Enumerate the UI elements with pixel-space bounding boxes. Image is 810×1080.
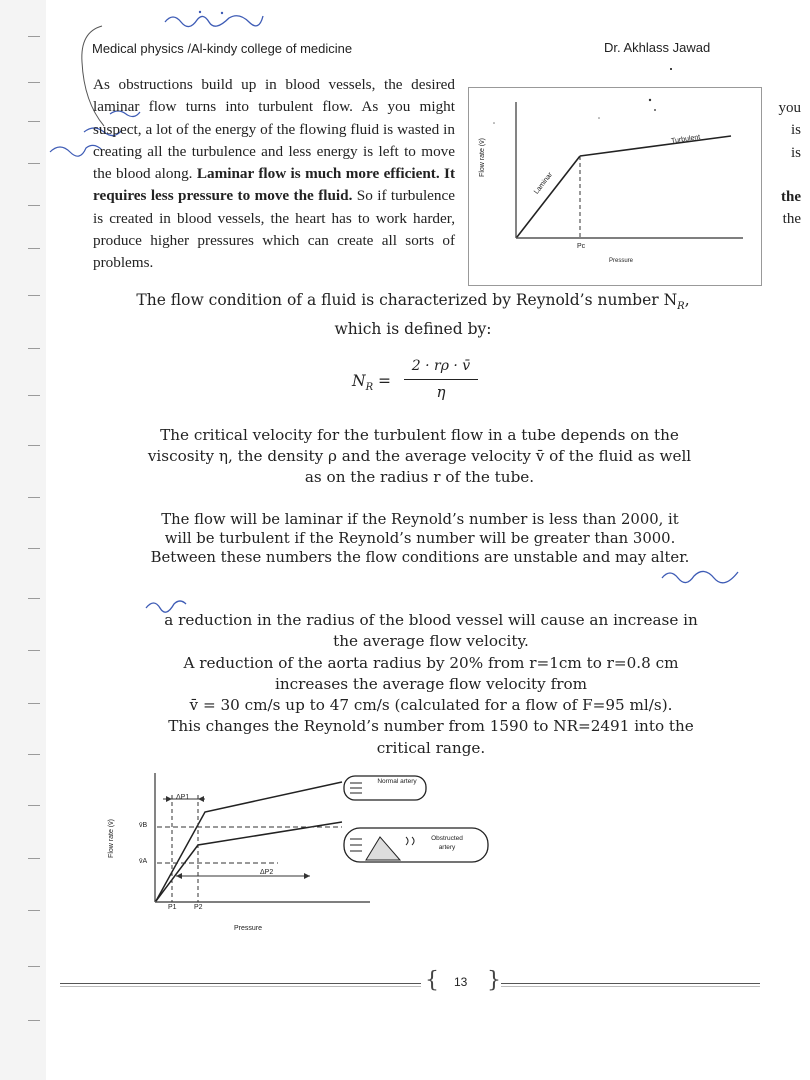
- laminar-turbulent-graph: [468, 87, 762, 286]
- formula-denominator: η: [436, 383, 446, 401]
- speck: [670, 68, 672, 70]
- graph2-vb: v̄B: [139, 822, 148, 829]
- reynolds-comma: ,: [684, 291, 690, 309]
- margin-word: the: [782, 211, 801, 228]
- reduction-line5: v̄ = 30 cm/s up to 47 cm/s (calculated for a flow of F=95 ml/s).: [189, 696, 673, 715]
- intro-text: As obstructions build up in blood vessels, the desired laminar flow turns into turbulent flow. As you might suspect, a lot of the energy of the flowing fluid is wasted in creating all the turbulence and less energy is left to move the blood along.: [93, 76, 455, 183]
- footer-rule: [60, 983, 760, 984]
- graph2-dp2: ΔP2: [260, 869, 274, 876]
- margin-tick: [28, 703, 40, 704]
- cv-line2: viscosity η, the density ρ and the average velocity v̄ of the fluid as well: [147, 447, 692, 465]
- graph2-xlabel: Pressure: [234, 925, 263, 932]
- margin-tick: [28, 395, 40, 396]
- reynolds-formula: $N_R$ = 2 · rρ · v̄ η: [352, 358, 502, 408]
- threshold-line1: The flow will be laminar if the Reynold’s number is less than 2000, it: [161, 511, 679, 528]
- cv-line3: as on the radius r of the tube.: [304, 468, 535, 486]
- graph2-dp1: ΔP1: [176, 794, 190, 801]
- critical-velocity-paragraph: [98, 425, 741, 488]
- handwritten-annotation-icon: [160, 4, 270, 32]
- margin-word: you: [778, 100, 801, 116]
- graph2-va: v̄A: [139, 858, 148, 865]
- graph2-svg: [107, 765, 510, 945]
- cv-line1: The critical velocity for the turbulent flow in a tube depends on the: [160, 426, 679, 444]
- turbulent-line: [580, 133, 731, 156]
- graph1-critical-label: Pc: [577, 243, 586, 250]
- margin-tick: [28, 754, 40, 755]
- margin-tick: [28, 121, 40, 122]
- margin-tick: [28, 82, 40, 83]
- margin-tick: [28, 248, 40, 249]
- margin-tick: [28, 1020, 40, 1021]
- margin-word: the: [781, 188, 801, 205]
- margin-tick: [28, 598, 40, 599]
- margin-tick: [28, 295, 40, 296]
- formula-lhs: N: [352, 372, 366, 390]
- margin-tick: [28, 348, 40, 349]
- graph1-turbulent-label: Turbulent: [670, 133, 701, 146]
- graph2-normal-label: Normal artery: [377, 778, 417, 785]
- graph1-ylabel: Flow rate (v̄): [478, 138, 486, 177]
- graph2-p2: P2: [194, 904, 203, 911]
- reduction-line6: This changes the Reynold’s number from 1590 to NR=2491 into the: [168, 717, 694, 736]
- laminar-line: [517, 156, 580, 237]
- margin-tick: [28, 497, 40, 498]
- margin-tick: [28, 910, 40, 911]
- reduction-line4: increases the average flow velocity from: [275, 674, 587, 693]
- reduction-line2: the average flow velocity.: [333, 632, 529, 651]
- intro-bold: Laminar flow is much more efficient. It requires less pressure to move the fluid.: [93, 165, 455, 205]
- margin-tick: [28, 36, 40, 37]
- margin-tick: [28, 966, 40, 967]
- normal-vs-obstructed-graph: [107, 765, 510, 945]
- margin-word: is: [790, 122, 801, 139]
- graph1-laminar-label: Laminar: [533, 171, 555, 196]
- reduction-line3: A reduction of the aorta radius by 20% from r=1cm to r=0.8 cm: [183, 653, 679, 672]
- margin-tick: [28, 205, 40, 206]
- reduction-line1: a reduction in the radius of the blood vessel will cause an increase in: [164, 611, 698, 629]
- reynolds-sub: R: [677, 301, 685, 313]
- header-course: Medical physics /Al-kindy college of medicine: [92, 41, 353, 56]
- margin-tick: [28, 445, 40, 446]
- reynolds-line2: which is defined by:: [334, 320, 492, 339]
- header-author: Dr. Akhlass Jawad: [604, 40, 711, 55]
- graph1-xlabel: Pressure: [609, 258, 634, 264]
- margin-tick: [28, 650, 40, 651]
- reynolds-line1: The flow condition of a fluid is characterized by Reynold’s number N: [136, 291, 678, 309]
- cropped-margin-words: [775, 97, 801, 230]
- margin-tick: [28, 805, 40, 806]
- threshold-line3: Between these numbers the flow conditions are unstable and may alter.: [150, 549, 690, 566]
- reduction-line7: critical range.: [376, 738, 486, 757]
- formula-numerator: 2 · rρ · v̄: [411, 358, 471, 374]
- graph2-ylabel: Flow rate (v̄): [107, 819, 115, 858]
- graph1-svg: [469, 88, 761, 285]
- graph2-obstructed-label: Obstructed artery: [431, 835, 463, 851]
- margin-word: is: [790, 144, 801, 161]
- page-number-box: { 13 }: [421, 970, 501, 996]
- intro-paragraph: [93, 74, 455, 275]
- threshold-line2: will be turbulent if the Reynold’s number will be greater than 3000.: [164, 530, 676, 547]
- graph2-p1: P1: [168, 904, 177, 911]
- margin-tick: [28, 163, 40, 164]
- intro-text-end: So if turbulence is created in blood vessels, the heart has to work harder, produce higher pressures which can create all sorts of problems.: [93, 187, 455, 272]
- margin-tick: [28, 858, 40, 859]
- threshold-paragraph: [100, 510, 740, 567]
- obstructed-curve: [156, 822, 342, 901]
- formula-lhs-sub: R: [365, 382, 374, 394]
- reynolds-intro: [98, 289, 728, 340]
- footer-rule-light: [60, 986, 760, 987]
- reduction-paragraph: [100, 610, 762, 759]
- margin-tick: [28, 548, 40, 549]
- fraction-bar: [404, 379, 478, 380]
- page-number: 13: [454, 975, 468, 989]
